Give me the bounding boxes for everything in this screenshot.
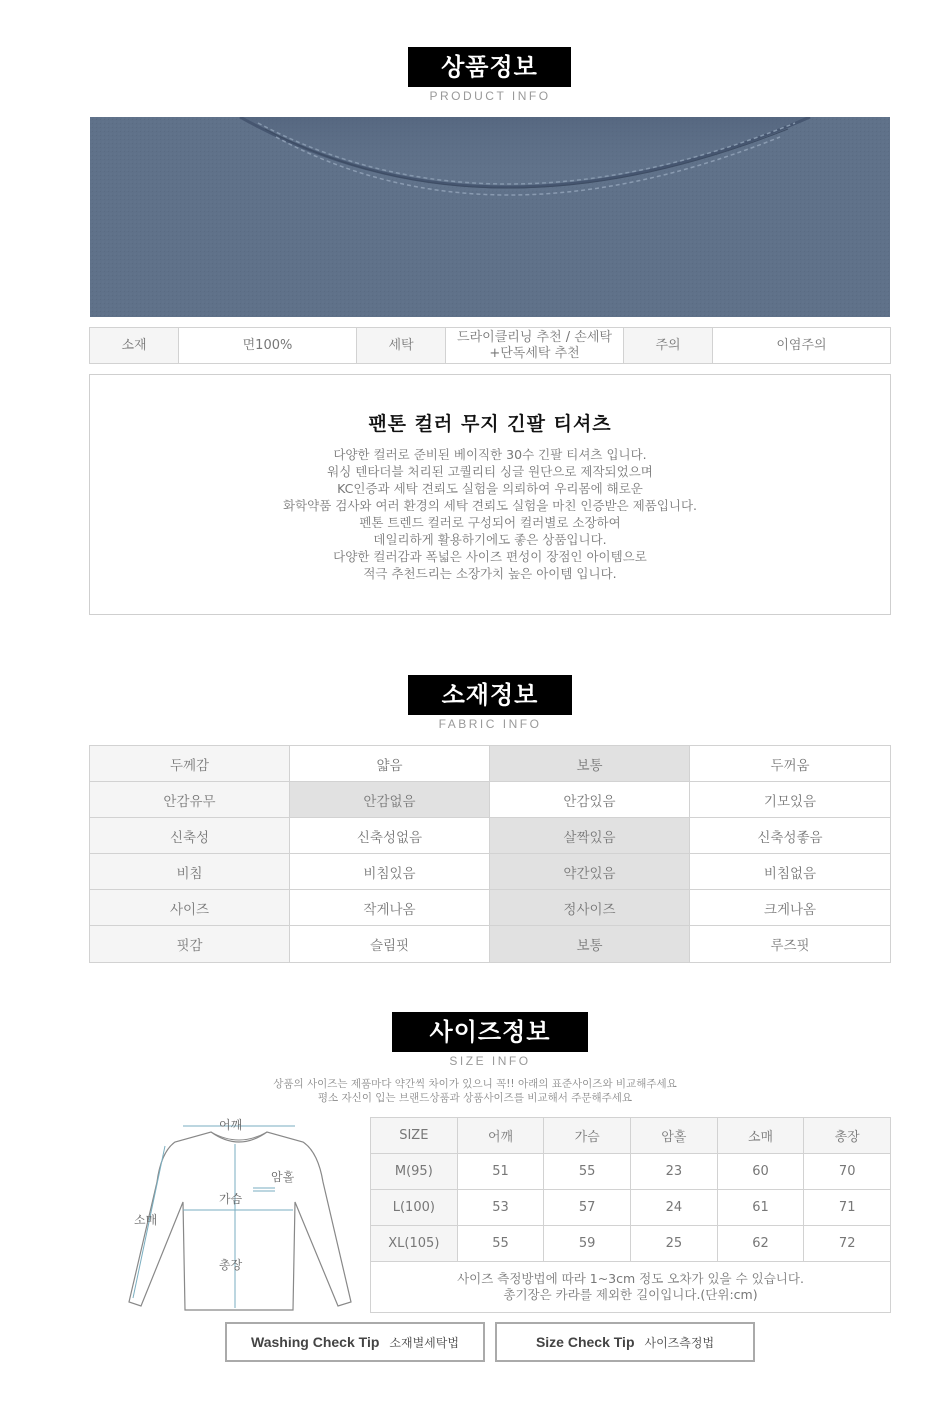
- size-footer-line1: 사이즈 측정방법에 따라 1~3cm 정도 오차가 있을 수 있습니다.: [457, 1271, 804, 1286]
- description-line: 적극 추천드리는 소장가치 높은 아이템 입니다.: [363, 566, 617, 581]
- diagram-armhole-label: 암홀: [271, 1170, 295, 1184]
- size-name-cell: M(95): [371, 1154, 458, 1189]
- caution-value: 이염주의: [776, 337, 827, 353]
- fabric-option: 크게나옴: [763, 901, 817, 918]
- diagram-shoulder-label: 어깨: [219, 1118, 243, 1132]
- table-row: [90, 746, 890, 782]
- washing-value: [446, 328, 624, 363]
- fabric-info-table: [89, 745, 891, 963]
- product-info-subtitle: PRODUCT INFO: [429, 89, 551, 103]
- size-header-cell: 총장: [804, 1118, 890, 1153]
- description-line: 다양한 컬러로 준비된 베이직한 30수 긴팔 티셔츠 입니다.: [333, 447, 647, 462]
- table-row: [90, 854, 890, 890]
- washing-check-tip-button[interactable]: [225, 1322, 485, 1362]
- diagram-chest-label: 가슴: [219, 1192, 243, 1206]
- fabric-option: 안감있음: [490, 782, 690, 817]
- fabric-closeup-image: [90, 117, 890, 317]
- size-header-cell: 어깨: [458, 1118, 545, 1153]
- fabric-option-selected: 살짝있음: [490, 818, 690, 853]
- fabric-option: 비침없음: [763, 865, 817, 882]
- fabric-option-selected: 보통: [490, 926, 690, 962]
- washing-check-tip-sub: 소재별세탁법: [389, 1335, 459, 1350]
- fabric-option-selected: 약간있음: [490, 854, 690, 889]
- tshirt-measure-diagram: [125, 1112, 355, 1317]
- size-note-line1: 상품의 사이즈는 제품마다 약간씩 차이가 있으니 꼭!! 아래의 표준사이즈와 비교해주세요: [273, 1078, 677, 1090]
- washing-value-line2: +단독세탁 추천: [489, 345, 580, 361]
- fabric-option: 두꺼움: [770, 757, 810, 774]
- size-info-title: 사이즈정보: [392, 1012, 588, 1052]
- fabric-option: 신축성좋음: [757, 829, 823, 846]
- size-value-cell: 70: [838, 1164, 856, 1179]
- size-table-header: [371, 1118, 890, 1154]
- size-value-cell: 61: [718, 1190, 805, 1225]
- material-value: 면100%: [179, 328, 357, 363]
- fabric-option: 비침있음: [290, 854, 490, 889]
- washing-check-tip-label: Washing Check Tip: [251, 1334, 380, 1350]
- size-value-cell: 62: [718, 1226, 805, 1261]
- description-line: 다양한 컬러감과 폭넓은 사이즈 편성이 장점인 아이템으로: [333, 549, 647, 564]
- fabric-option: 슬림핏: [290, 926, 490, 962]
- washing-value-line1: 드라이클리닝 추천 / 손세탁: [457, 329, 612, 345]
- size-value-cell: 72: [838, 1236, 856, 1251]
- table-row: [371, 1226, 890, 1262]
- description-line: 워싱 텐타더블 처리된 고퀄리티 싱글 원단으로 제작되었으며: [327, 464, 653, 479]
- fabric-option: 신축성없음: [290, 818, 490, 853]
- fabric-info-title: 소재정보: [408, 675, 572, 715]
- product-info-title: 상품정보: [408, 47, 571, 87]
- material-label: 소재: [90, 328, 179, 363]
- product-description-box: [89, 374, 891, 615]
- size-header-cell: 소매: [718, 1118, 805, 1153]
- size-name-cell: L(100): [371, 1190, 458, 1225]
- size-note-line2: 평소 자신이 입는 브랜드상품과 상품사이즈를 비교해서 주문해주세요: [317, 1092, 633, 1104]
- size-check-tip-button[interactable]: [495, 1322, 755, 1362]
- fabric-option: 루즈핏: [770, 938, 810, 954]
- size-value-cell: 23: [631, 1154, 718, 1189]
- fabric-attribute-label: 두께감: [90, 746, 290, 781]
- size-value-cell: 55: [458, 1226, 545, 1261]
- fabric-option-selected: 안감없음: [290, 782, 490, 817]
- table-row: [371, 1154, 890, 1190]
- fabric-attribute-label: 핏감: [90, 926, 290, 962]
- size-check-tip-label: Size Check Tip: [535, 1334, 635, 1350]
- fabric-option-selected: 보통: [490, 746, 690, 781]
- product-description: [90, 446, 890, 582]
- size-name-cell: XL(105): [371, 1226, 458, 1261]
- size-check-tip-sub: 사이즈측정법: [644, 1335, 715, 1350]
- description-line: 화학약품 검사와 여러 환경의 세탁 견뢰도 실험을 마친 인증받은 제품입니다.: [282, 498, 698, 513]
- size-value-cell: 59: [544, 1226, 631, 1261]
- size-table-footer: [371, 1262, 890, 1312]
- description-line: 데일리하게 활용하기에도 좋은 상품입니다.: [373, 532, 607, 547]
- size-value-cell: 53: [458, 1190, 545, 1225]
- size-header-cell: 가슴: [544, 1118, 631, 1153]
- fabric-option: 기모있음: [763, 793, 817, 810]
- washing-label: 세탁: [357, 328, 446, 363]
- size-value-cell: 55: [544, 1154, 631, 1189]
- product-spec-table: [89, 327, 891, 364]
- size-value-cell: 51: [458, 1154, 545, 1189]
- fabric-option: 얇음: [290, 746, 490, 781]
- fabric-option-selected: 정사이즈: [490, 890, 690, 925]
- table-row: [90, 818, 890, 854]
- fabric-attribute-label: 안감유무: [90, 782, 290, 817]
- size-header-cell: SIZE: [371, 1118, 458, 1153]
- size-info-subtitle: SIZE INFO: [449, 1054, 531, 1068]
- size-value-cell: 60: [718, 1154, 805, 1189]
- table-row: [371, 1190, 890, 1226]
- fabric-option: 작게나옴: [290, 890, 490, 925]
- size-header-cell: 암홀: [631, 1118, 718, 1153]
- size-table: [370, 1117, 891, 1313]
- description-line: 펜톤 트렌드 컬러로 구성되어 컬러별로 소장하여: [359, 515, 621, 530]
- table-row: [90, 890, 890, 926]
- fabric-info-subtitle: FABRIC INFO: [438, 717, 542, 731]
- diagram-sleeve-label: 소매: [134, 1213, 158, 1227]
- size-footer-line2: 총기장은 카라를 제외한 길이입니다.(단위:cm): [503, 1287, 758, 1302]
- size-value-cell: 25: [631, 1226, 718, 1261]
- size-value-cell: 71: [838, 1200, 856, 1215]
- description-line: KC인증과 세탁 견뢰도 실험을 의뢰하여 우리몸에 해로운: [337, 481, 643, 496]
- size-value-cell: 57: [544, 1190, 631, 1225]
- table-row: [90, 926, 890, 962]
- table-row: [90, 782, 890, 818]
- caution-label: 주의: [624, 328, 713, 363]
- fabric-attribute-label: 사이즈: [90, 890, 290, 925]
- fabric-attribute-label: 비침: [90, 854, 290, 889]
- fabric-attribute-label: 신축성: [90, 818, 290, 853]
- diagram-length-label: 총장: [219, 1258, 243, 1272]
- product-name: 팬톤 컬러 무지 긴팔 티셔츠: [368, 413, 612, 435]
- size-value-cell: 24: [631, 1190, 718, 1225]
